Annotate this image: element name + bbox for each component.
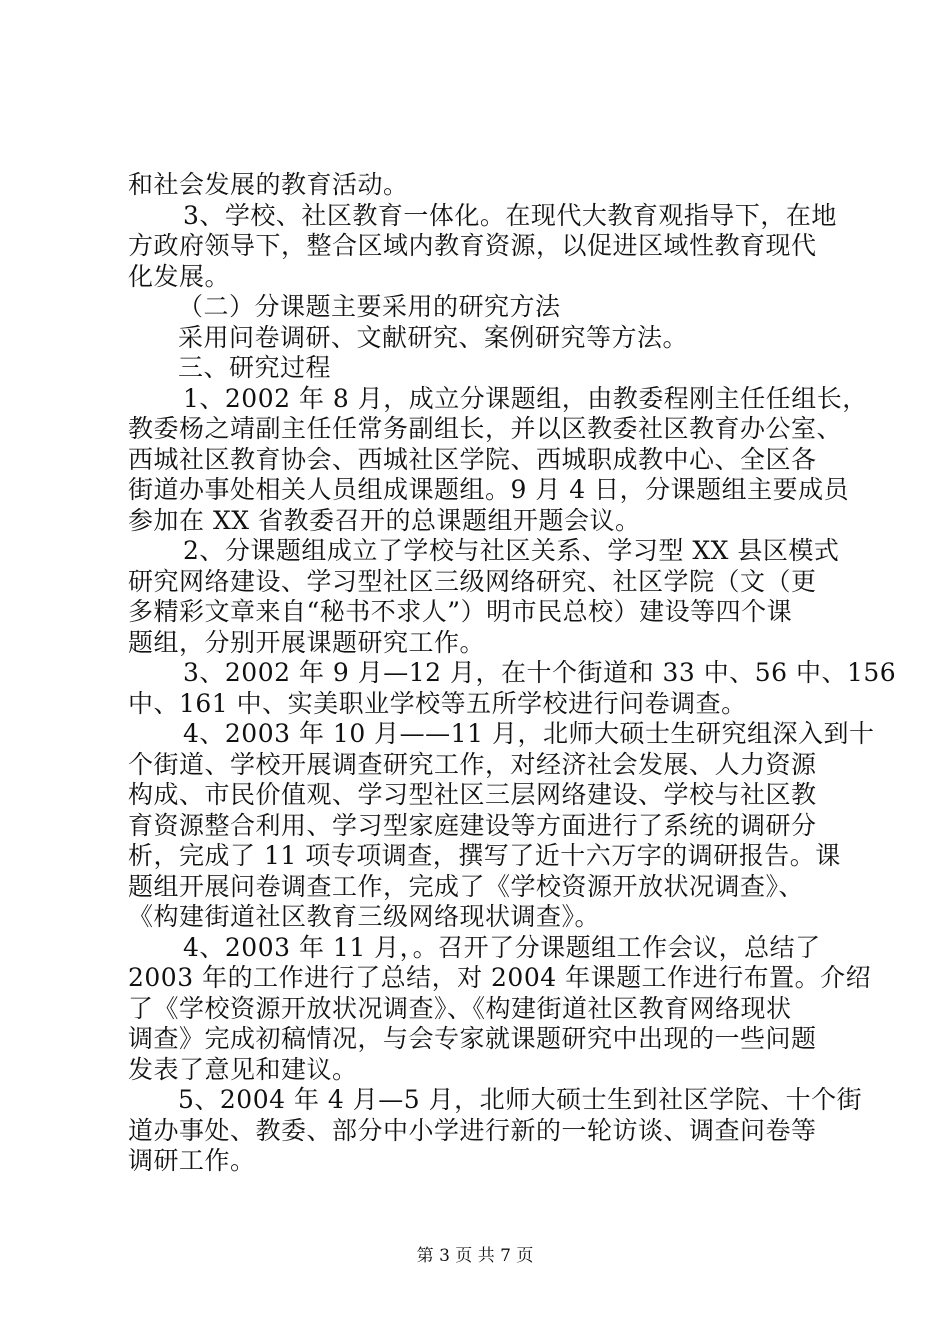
text-line: 育资源整合利用、学习型家庭建设等方面进行了系统的调研分 xyxy=(128,810,817,840)
text-line: 1、2002 年 8 月，成立分课题组，由教委程刚主任任组长， xyxy=(183,383,868,413)
text-line: 2003 年的工作进行了总结，对 2004 年课题工作进行布置。介绍 xyxy=(128,963,872,992)
text-line: 调研工作。 xyxy=(128,1146,256,1175)
text-line: 调查》完成初稿情况，与会专家就课题研究中出现的一些问题 xyxy=(128,1024,817,1053)
text-line: （二）分课题主要采用的研究方法 xyxy=(178,292,561,321)
text-line: 4、2003 年 11 月，。召开了分课题组工作会议，总结了 xyxy=(183,932,821,962)
text-line: 研究网络建设、学习型社区三级网络研究、社区学院（文（更 xyxy=(128,566,817,596)
text-line: 道办事处、教委、部分中小学进行新的一轮访谈、调查问卷等 xyxy=(128,1115,817,1145)
text-line: 西城社区教育协会、西城社区学院、西城职成教中心、全区各 xyxy=(128,444,817,474)
text-line: 4、2003 年 10 月——11 月，北师大硕士生研究组深入到十 xyxy=(183,719,875,748)
text-line: 方政府领导下，整合区域内教育资源，以促进区域性教育现代 xyxy=(128,231,817,260)
text-line: 中、161 中、实美职业学校等五所学校进行问卷调查。 xyxy=(128,688,747,718)
text-line: 和社会发展的教育活动。 xyxy=(128,170,409,199)
text-line: 多精彩文章来自“秘书不求人”）明市民总校）建设等四个课 xyxy=(128,597,793,626)
page-footer: 第 3 页 共 7 页 xyxy=(416,1246,534,1266)
text-line: 三、研究过程 xyxy=(178,353,332,382)
text-line: 构成、市民价值观、学习型社区三层网络建设、学校与社区教 xyxy=(128,780,817,809)
text-line: 街道办事处相关人员组成课题组。9 月 4 日，分课题组主要成员 xyxy=(128,475,850,504)
text-line: 题组开展问卷调查工作，完成了《学校资源开放状况调查》、 xyxy=(128,871,805,901)
text-line: 5、2004 年 4 月—5 月，北师大硕士生到社区学院、十个街 xyxy=(178,1085,863,1114)
text-line: 采用问卷调研、文献研究、案例研究等方法。 xyxy=(178,322,689,352)
text-line: 题组，分别开展课题研究工作。 xyxy=(128,627,486,657)
text-line: 2、分课题组成立了学校与社区关系、学习型 XX 县区模式 xyxy=(183,536,840,565)
text-line: 3、2002 年 9 月—12 月，在十个街道和 33 中、56 中、156 xyxy=(183,658,897,687)
document-body xyxy=(128,170,897,1177)
text-line: 个街道、学校开展调查研究工作，对经济社会发展、人力资源 xyxy=(128,749,817,779)
text-line: 参加在 XX 省教委召开的总课题组开题会议。 xyxy=(128,505,641,535)
text-line: 教委杨之靖副主任任常务副组长，并以区教委社区教育办公室、 xyxy=(128,414,843,443)
text-line: 化发展。 xyxy=(128,261,231,291)
text-line: 3、学校、社区教育一体化。在现代大教育观指导下，在地 xyxy=(183,200,837,230)
text-line: 析，完成了 11 项专项调查，撰写了近十六万字的调研报告。课 xyxy=(128,841,841,870)
text-line: 《构建街道社区教育三级网络现状调查》。 xyxy=(128,902,601,931)
text-line: 发表了意见和建议。 xyxy=(128,1054,358,1084)
text-line: 了《学校资源开放状况调查》、《构建街道社区教育网络现状 xyxy=(128,993,792,1023)
